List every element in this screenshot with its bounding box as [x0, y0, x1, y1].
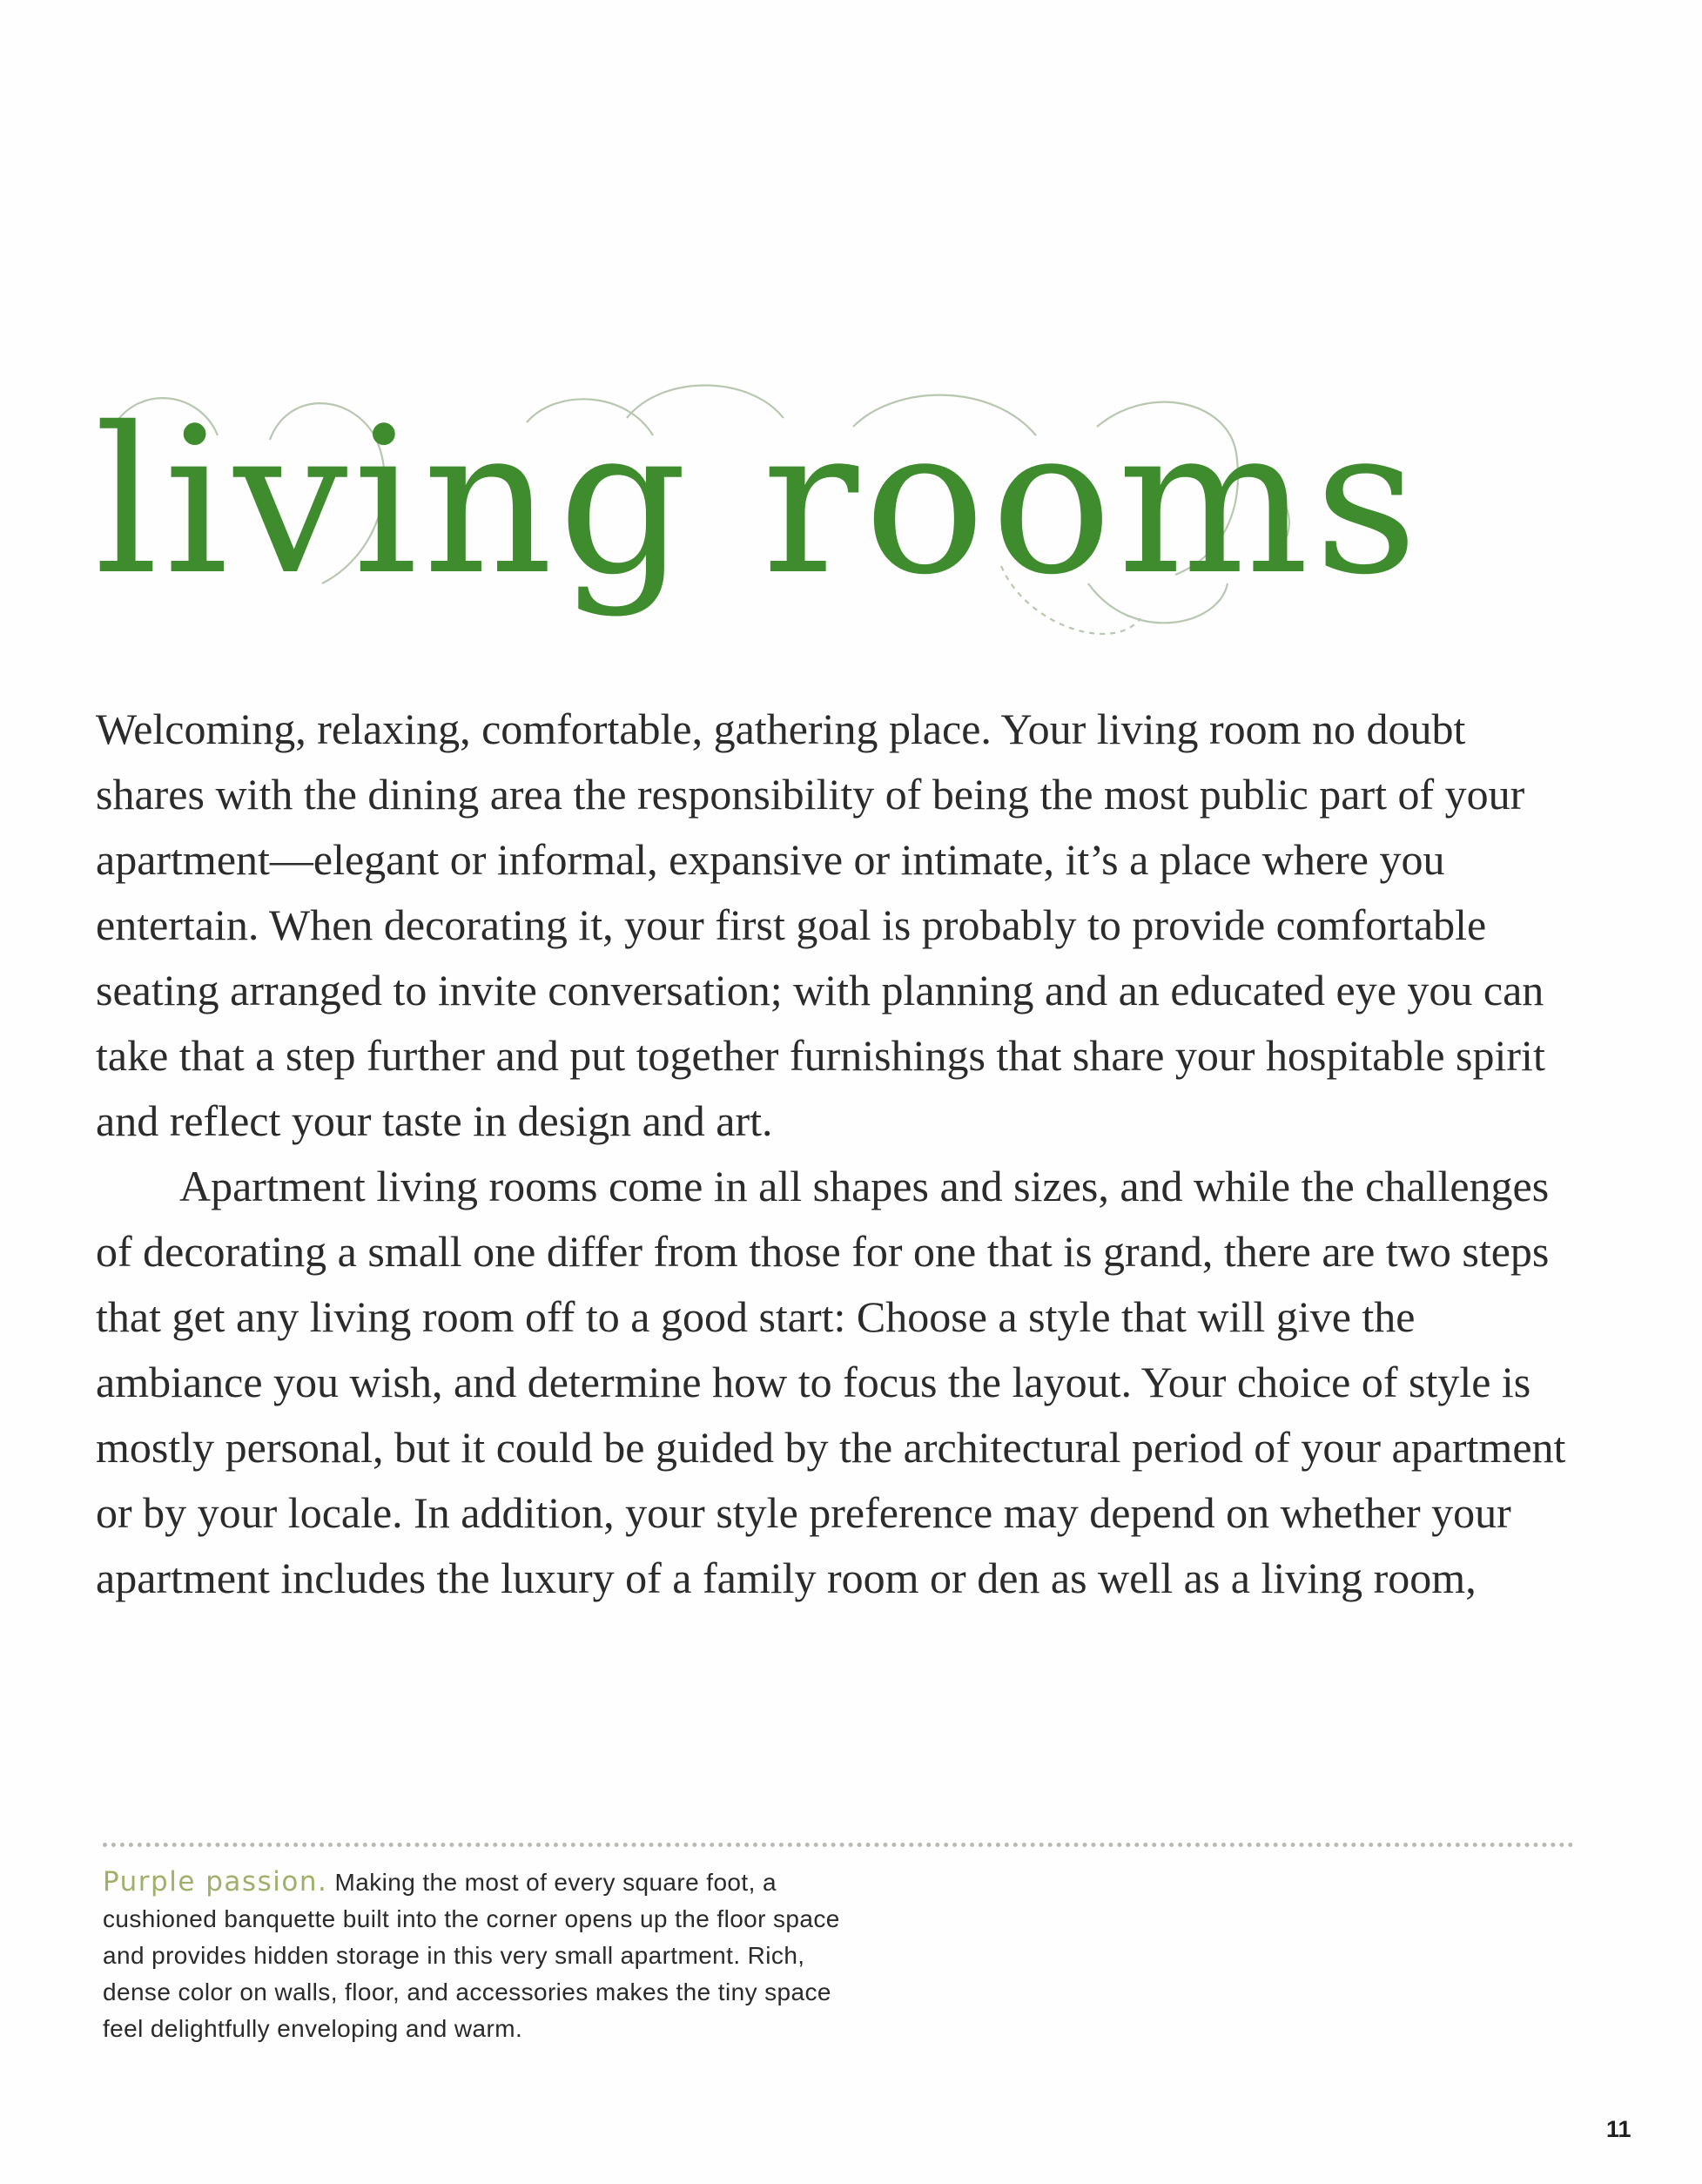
page-number: 11 [1606, 2116, 1631, 2142]
chapter-title-block [87, 366, 1423, 662]
caption-text: Making the most of every square foot, a cushioned banquette built into the corner opens up the floor space and provides hidden storage in this very small apartment. Rich, dense color on walls, floor, and accessories makes the tiny space feel delightfully enveloping and warm. [103, 1869, 840, 2042]
dotted-divider [103, 1843, 1574, 1847]
chapter-title: living rooms [94, 384, 1423, 619]
body-text [96, 697, 1567, 1611]
body-paragraph: Welcoming, relaxing, comfortable, gathering place. Your living room no doubt shares with the dining area the responsibility of being the most public part of your apartment—elegant or informal, expansive or intimate, it’s a place where you entertain. When decorating it, your first goal is probably to provide comfortable seating arranged to invite conversation; with planning and an educated eye you can take that a step further and put together furnishings that share your hospitable spirit and reflect your taste in design and art. [96, 704, 1545, 1145]
caption-lead-in: Purple passion. [103, 1866, 328, 1898]
photo-caption [103, 1864, 843, 2047]
body-paragraph: Apartment living rooms come in all shapes and sizes, and while the challenges of decorating a small one differ from those for one that is grand, there are two steps that get any living room off to a good start: Choose a style that will give the ambiance you wish, and determine how to focus the layout. Your choice of style is mostly personal, but it could be guided by the architectural period of your apartment or by your locale. In addition, your style preference may depend on whether your apartment includes the luxury of a family room or den as well as a living room, [96, 1162, 1566, 1602]
